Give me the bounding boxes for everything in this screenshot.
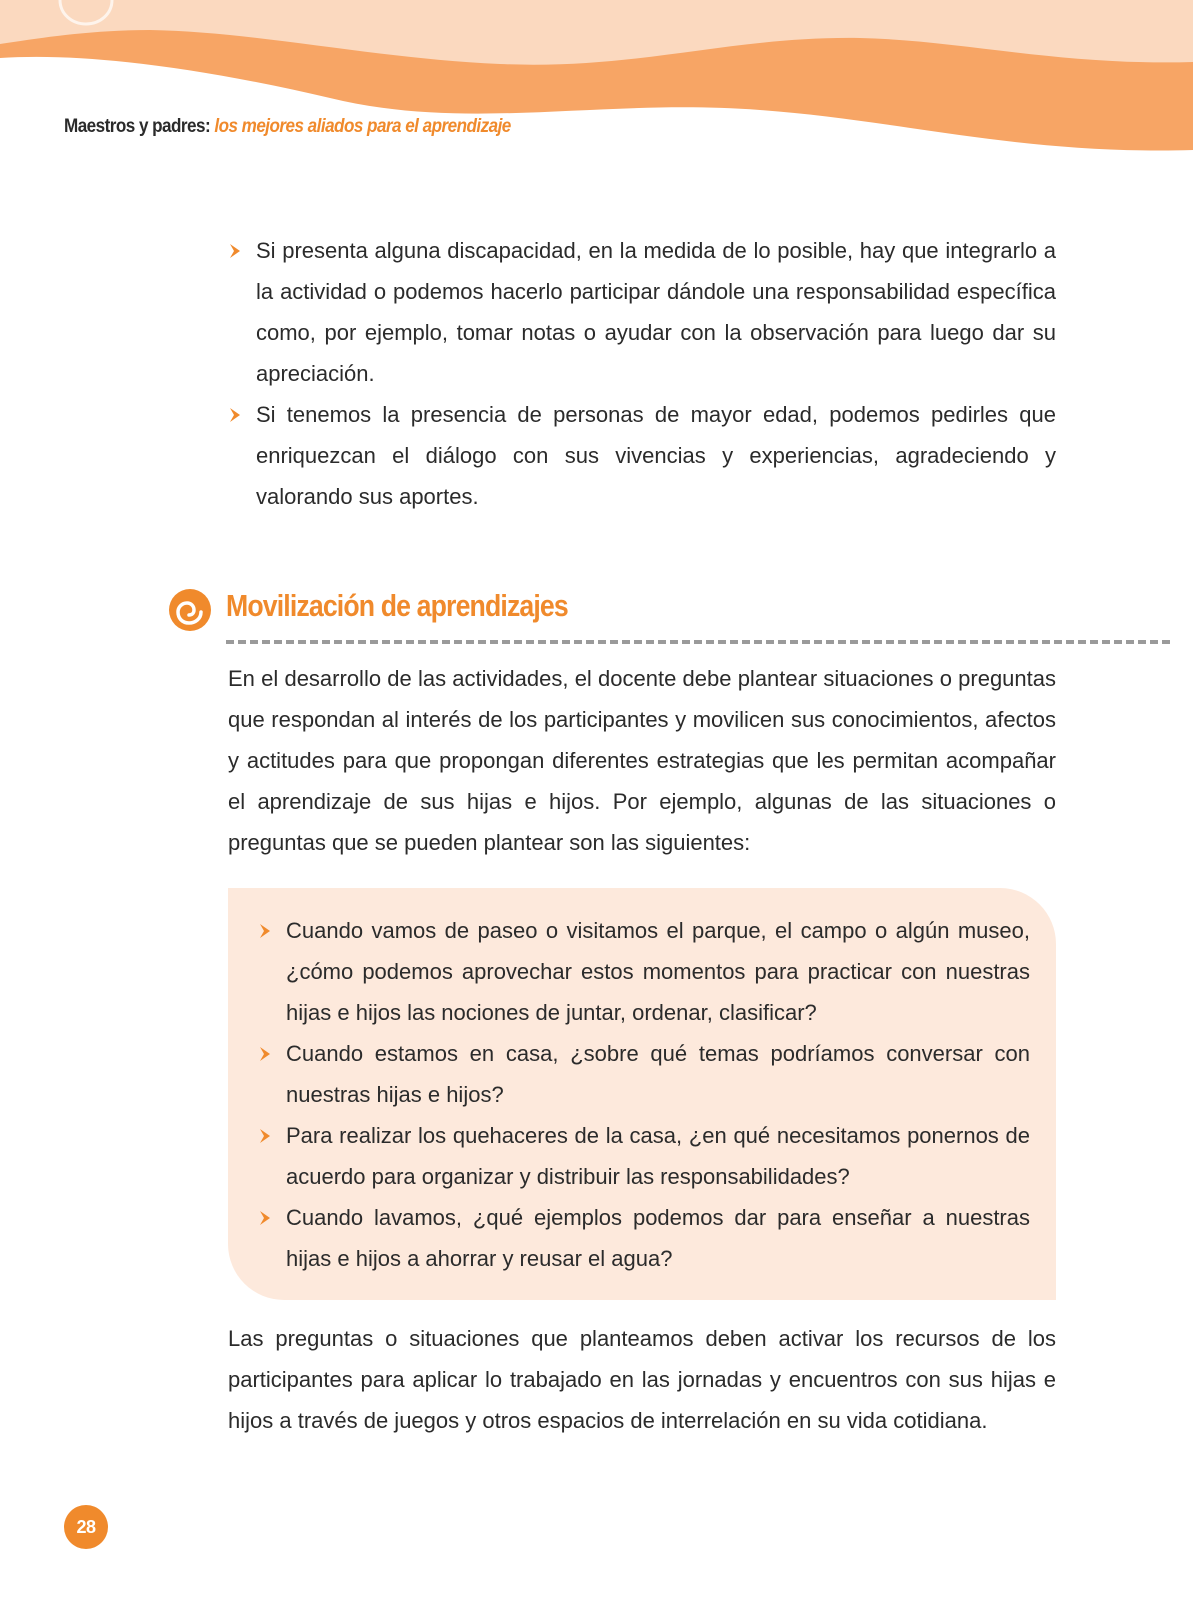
list-item [228,230,1056,394]
list-item [258,1115,1030,1197]
list-item [258,1033,1030,1115]
bullet-text: Cuando estamos en casa, ¿sobre qué temas podríamos conversar con nuestras hijas e hijos? [286,1041,1030,1107]
list-item [258,910,1030,1033]
section-intro-paragraph: En el desarrollo de las actividades, el docente debe plantear situaciones o preguntas que respondan al interés de los participantes y movilicen sus conocimientos, afectos y actitudes para que propongan diferentes estrategias que les permitan acompañar el aprendizaje de sus hijas e hijos. Por ejemplo, algunas de las situaciones o preguntas que se pueden plantear son las siguientes: [228,666,1056,855]
bullet-text: Cuando vamos de paseo o visitamos el parque, el campo o algún museo, ¿cómo podemos aprovechar estos momentos para practicar con nuestras hijas e hijos las nociones de juntar, ordenar, clasificar? [286,918,1030,1025]
list-item [258,1197,1030,1279]
chevron-right-icon [228,243,242,259]
section-title: Movilización de aprendizajes [226,588,568,623]
chevron-right-icon [258,1210,272,1226]
running-header-subtitle: los mejores aliados para el aprendizaje [214,116,511,137]
bullet-text: Para realizar los quehaceres de la casa, ¿en qué necesitamos ponernos de acuerdo para organizar y distribuir las responsabilidades? [286,1123,1030,1189]
section-divider [226,640,1170,644]
page-number-badge [64,1505,108,1549]
running-header-lead: Maestros y padres: [64,116,211,137]
list-item [228,394,1056,517]
bullet-text: Cuando lavamos, ¿qué ejemplos podemos dar para enseñar a nuestras hijas e hijos a ahorrar y reusar el agua? [286,1205,1030,1271]
bullet-text: Si presenta alguna discapacidad, en la medida de lo posible, hay que integrarlo a la actividad o podemos hacerlo participar dándole una responsabilidad específica como, por ejemplo, tomar notas o ayudar con la observación para luego dar su apreciación. [256,238,1056,386]
chevron-right-icon [228,407,242,423]
callout-bullet-list [258,910,1030,1279]
chevron-right-icon [258,1128,272,1144]
spiral-icon [168,588,212,632]
chevron-right-icon [258,1046,272,1062]
closing-paragraph: Las preguntas o situaciones que planteamos deben activar los recursos de los participantes para aplicar lo trabajado en las jornadas y encuentros con sus hijas e hijos a través de juegos y otros espacios de interrelación en su vida cotidiana. [228,1326,1056,1433]
top-bullet-list [228,230,1056,517]
running-header [64,116,511,138]
bullet-text: Si tenemos la presencia de personas de mayor edad, podemos pedirles que enriquezcan el diálogo con sus vivencias y experiencias, agradeciendo y valorando sus aportes. [256,402,1056,509]
page-number: 28 [76,1516,96,1537]
chevron-right-icon [258,923,272,939]
